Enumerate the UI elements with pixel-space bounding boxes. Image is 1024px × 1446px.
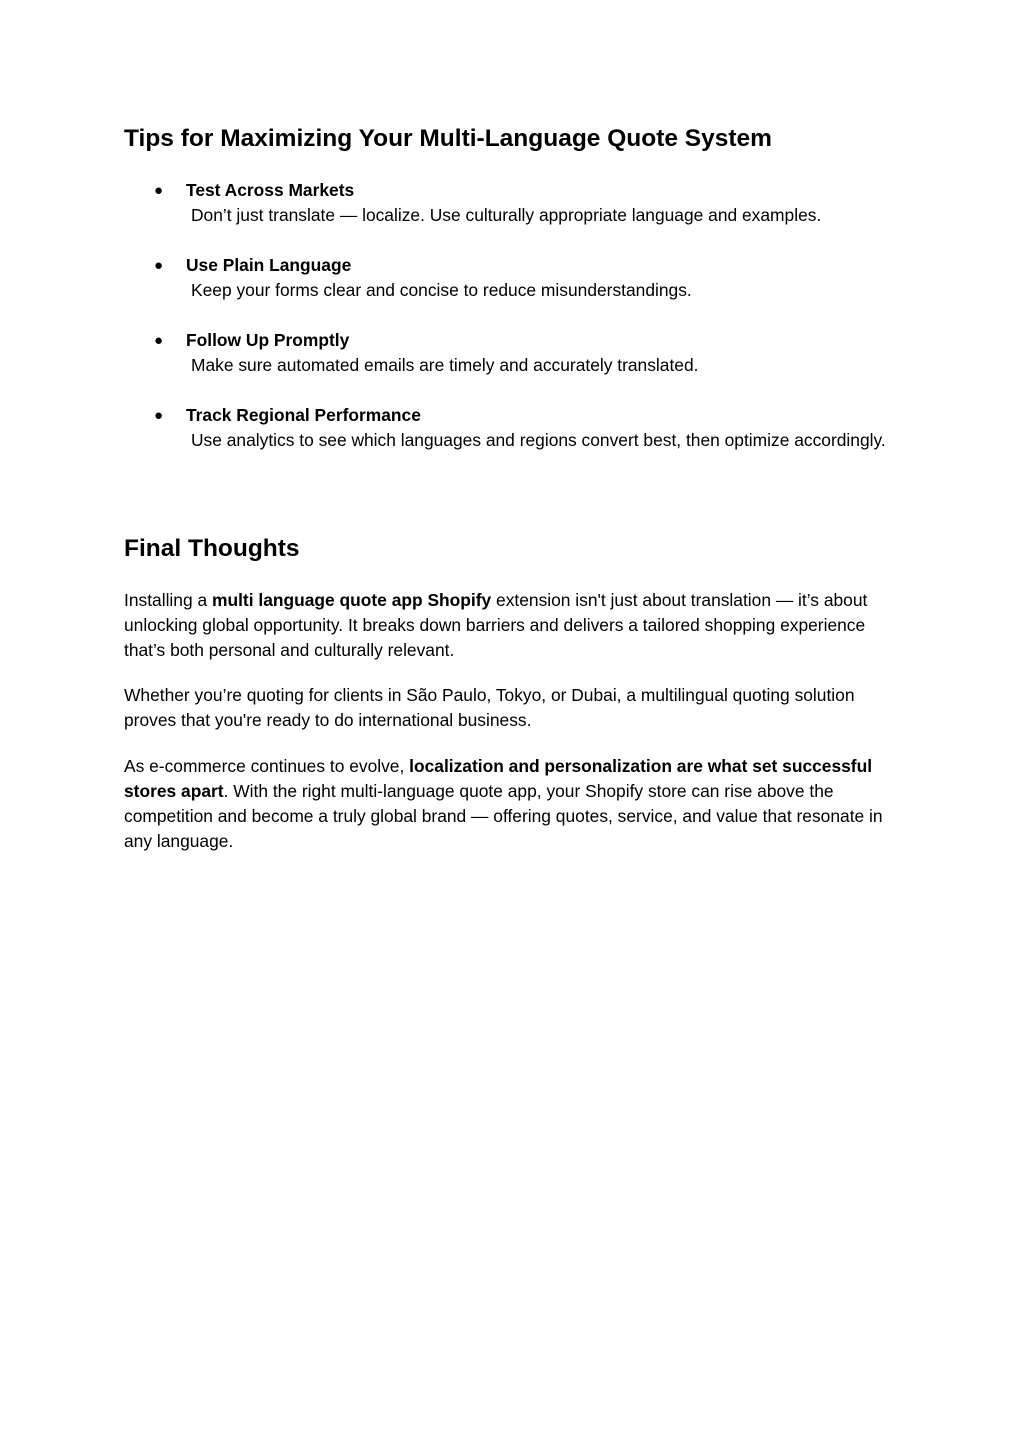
list-item	[124, 403, 904, 453]
paragraph-text: . With the right multi-language quote app, your Shopify store can rise above the competition and become a truly global brand — offering quotes, service, and value that resonate in any language.	[124, 781, 883, 851]
tip-title: Follow Up Promptly	[186, 330, 350, 350]
paragraph-text: extension isn't just about translation — it’s about unlocking global opportunity. It breaks down barriers and delivers a tailored shopping experience that’s both personal and culturally relevant.	[124, 590, 868, 660]
tip-title: Use Plain Language	[186, 255, 352, 275]
bold-phrase: multi language quote app Shopify	[211, 590, 492, 610]
final-thoughts-heading: Final Thoughts	[124, 535, 300, 562]
bullet-icon: ●	[154, 182, 164, 199]
tip-title: Test Across Markets	[186, 180, 355, 200]
tip-text: Don’t just translate — localize. Use culturally appropriate language and examples.	[191, 205, 822, 225]
tip-text: Use analytics to see which languages and regions convert best, then optimize accordingly.	[191, 430, 886, 450]
bold-phrase: localization and personalization are what set successful stores apart	[124, 756, 873, 801]
tip-text: Make sure automated emails are timely and accurately translated.	[191, 355, 699, 375]
final-paragraph-2: Whether you’re quoting for clients in São Paulo, Tokyo, or Dubai, a multilingual quoting solution proves that you're ready to do international business.	[124, 685, 855, 730]
final-paragraph-1	[124, 588, 904, 663]
final-paragraph-3	[124, 754, 904, 854]
tip-title: Track Regional Performance	[186, 405, 421, 425]
tips-list	[124, 178, 904, 478]
paragraph-text: Installing a	[124, 590, 212, 610]
bullet-icon: ●	[154, 257, 164, 274]
list-item	[124, 328, 904, 378]
tips-heading: Tips for Maximizing Your Multi-Language Quote System	[124, 125, 772, 152]
paragraph-text: As e-commerce continues to evolve,	[124, 756, 410, 776]
bullet-icon: ●	[154, 407, 164, 424]
list-item	[124, 178, 904, 228]
list-item	[124, 253, 904, 303]
bullet-icon: ●	[154, 332, 164, 349]
tip-text: Keep your forms clear and concise to reduce misunderstandings.	[191, 280, 692, 300]
